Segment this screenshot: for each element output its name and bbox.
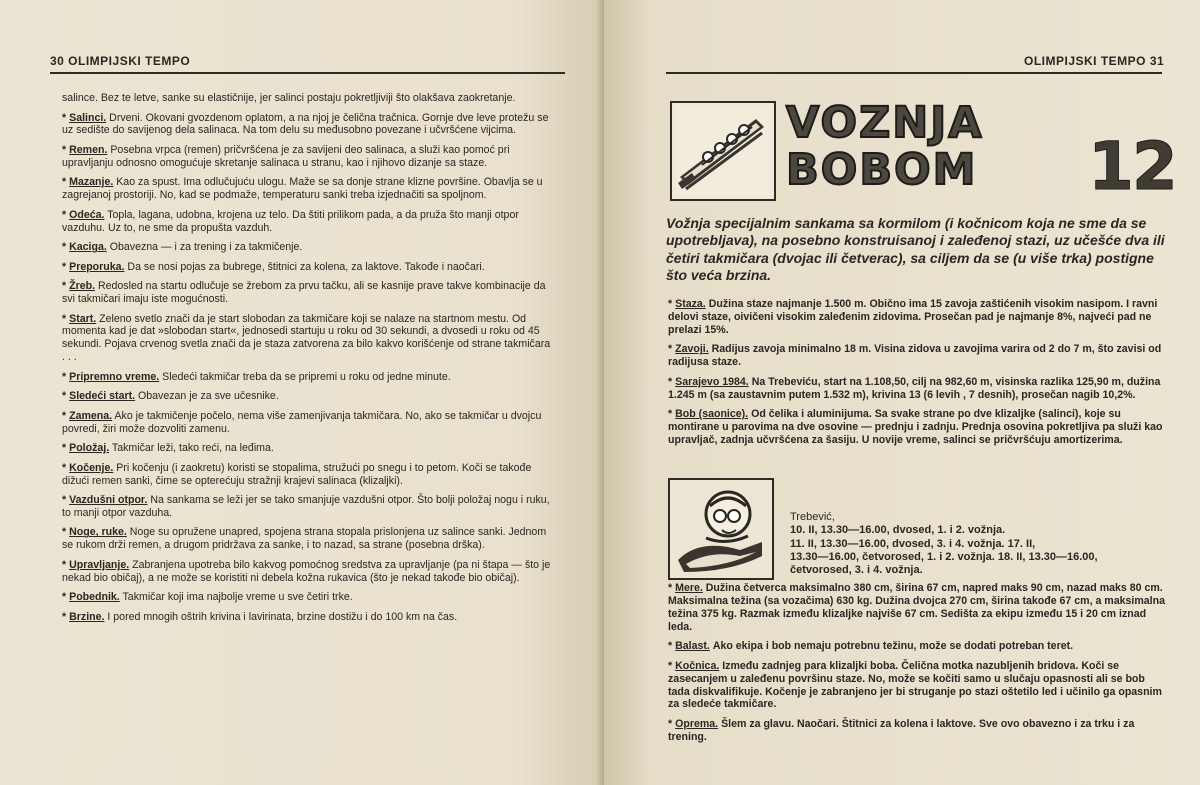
- schedule-line: 13.30—16.00, četvorosed, 1. i 2. vožnja. 18. II, 13.30—16.00,: [790, 550, 1098, 563]
- bobsled-track-icon: [672, 103, 774, 199]
- paragraph: salince. Bez te letve, sanke su elastičnije, jer salinci postaju pokretljiviji što olakšava zaokretanje.: [62, 92, 516, 104]
- schedule-line: 10. II, 13.30—16.00, dvosed, 1. i 2. vožnja.: [790, 524, 1006, 537]
- paragraph: * Bob (saonice). Od čelika i aluminijuma. Sa svake strane po dve klizaljke (salinci), koje su montirane u parovima na dve osovine — prednju i zadnju. Prednja osovina pokretljiva pa služi kao upravljač, zadnja učvršćena za šasiju. U novije vreme, salinci se pričvršćuju amortizerima.: [668, 408, 1163, 446]
- paragraph: * Odeća. Topla, lagana, udobna, krojena uz telo. Da štiti prilikom pada, a da pruža što manji otpor vazduhu. Uz to, ne sme da propušta vazduh.: [62, 208, 519, 234]
- paragraph: * Pripremno vreme. Sledeći takmičar treba da se pripremi u roku od jedne minute.: [62, 370, 451, 383]
- chapter-title-line2: BOBOM: [786, 145, 978, 195]
- right-page: [604, 0, 1200, 785]
- paragraph: * Brzine. I pored mnogih oštrih krivina i lavirinata, brzine dostižu i do 100 km na čas.: [62, 610, 458, 623]
- paragraph: * Remen. Posebna vrpca (remen) pričvršćena je za savijeni deo salinaca, a služi kao pomoć pri upravljanju odnosno omogućuje skretanje salinaca u stranu, kao i njihovo dizanje sa staze.: [62, 143, 510, 169]
- paragraph: * Oprema. Šlem za glavu. Naočari. Štitnici za kolena i laktove. Sve ovo obavezno i za trku i za trening.: [668, 717, 1135, 743]
- chapter-title: [786, 100, 984, 194]
- right-column-top: [668, 298, 1166, 453]
- intro-paragraph: Vožnja specijalnim sankama sa kormilom (i kočnicom koja ne sme da se upotrebljava), na posebno konstruisanoj i zaleđenoj stazi, uz učešće dva ili četiri takmičara (dvojac ili četverac), sa ciljem da se (u više trka) postigne što veća brzina.: [666, 215, 1165, 283]
- paragraph: * Mere. Dužina četverca maksimalno 380 cm, širina 67 cm, napred maks 90 cm, nazad maks 80 cm. Maksimalna težina (sa vozačima) 630 kg. Dužina dvojca 270 cm, širina takođe 67 cm, a maksimalna težina 375 kg. Razmak između klizaljke najviše 67 cm. Sedišta za ekipu između 15 i 20 cm iznad leda.: [668, 582, 1165, 633]
- right-page-header: OLIMPIJSKI TEMPO 31: [1024, 54, 1165, 68]
- paragraph: * Sarajevo 1984. Na Trebeviću, start na 1.108,50, cilj na 982,60 m, visinska razlika 125,90 m, dužina 1.245 m (sa zaustavnim putem 1.532 m), krivina 13 (6 levih , 7 desnih), prosečan nagib 10,2%.: [668, 375, 1161, 401]
- paragraph: * Kaciga. Obavezna — i za trening i za takmičenje.: [62, 241, 303, 254]
- right-column-bottom: [668, 582, 1166, 750]
- paragraph: * Balast. Ako ekipa i bob nemaju potrebnu težinu, može se dodati potreban teret.: [668, 640, 1074, 653]
- left-page-header: 30 OLIMPIJSKI TEMPO: [50, 54, 191, 68]
- paragraph: * Preporuka. Da se nosi pojas za bubrege, štitnici za kolena, za laktove. Takođe i naočari.: [62, 260, 485, 273]
- header-rule: [666, 72, 1162, 74]
- paragraph: * Položaj. Takmičar leži, tako reći, na leđima.: [62, 442, 274, 455]
- header-rule: [50, 72, 565, 74]
- paragraph: * Pobednik. Takmičar koji ima najbolje vreme u sve četiri trke.: [62, 591, 353, 604]
- bobsledder-icon: [670, 480, 772, 578]
- paragraph: * Žreb. Redosled na startu odlučuje se žrebom za prvu tačku, ali se kasnije prave takve kombinacije da svi takmičari imaju iste mogućnosti.: [62, 280, 546, 306]
- bobsled-logo: [670, 101, 776, 201]
- paragraph: * Vazdušni otpor. Na sankama se leži jer se tako smanjuje vazdušni otpor. Što bolji položaj nogu i ruku, to manji otpor vazduha.: [62, 494, 550, 519]
- paragraph: * Noge, ruke. Noge su opružene unapred, spojena strana stopala prislonjena uz salince sanki. Jednom se rukom drži remen, a drugom pridržava za sanke, i to nazad, sa strane (posebna drška).: [62, 526, 547, 552]
- paragraph: * Start. Zeleno svetlo znači da je start slobodan za takmičare koji se nalaze na startnom mestu. Od momenta kad je dat »slobodan start«, jednosedi startuju u roku od 30 sekundi, a dvosedi u roku od 45 sekundi. Pojava crvenog svetla znači da je staza zatvorena za bilo kakvo korišćenje od strane takmičara . . .: [62, 312, 551, 364]
- schedule-line: četvorosed, 3. i 4. vožnja.: [790, 564, 923, 577]
- paragraph: * Upravljanje. Zabranjena upotreba bilo kakvog pomoćnog sredstva za upravljanje (pa ni štapa — što je nekad bio običaj), a ne može se koristiti ni debela kožna rukavica (što je nekad takođe bio običaj).: [62, 558, 551, 584]
- paragraph: * Zamena. Ako je takmičenje počelo, nema više zamenjivanja takmičara. No, ako se takmičar u dvojcu povredi, žiri može dozvoliti zamenu.: [62, 409, 542, 435]
- schedule-venue: Trebević,: [790, 511, 835, 523]
- left-column: [62, 92, 554, 630]
- paragraph: * Staza. Dužina staze najmanje 1.500 m. Obično ima 15 zavoja zaštićenih visokim nasipom. I ravni delovi staze, oivičeni visokim zaleđenim zidovima. Prosečan pad je najmanje 8%, najveći pad ne prelazi 15%.: [668, 298, 1158, 336]
- paragraph: * Kočenje. Pri kočenju (i zaokretu) koristi se stopalima, stružući po snegu i to petom. Koči se takođe dižući remen sanki, čime se opterećuju stražnji krajevi salinaca (klizaljki).: [62, 461, 532, 487]
- schedule-line: 11. II, 13.30—16.00, dvosed, 3. i 4. vožnja. 17. II,: [790, 537, 1036, 550]
- paragraph: * Sledeći start. Obavezan je za sve učesnike.: [62, 390, 279, 403]
- paragraph: * Mazanje. Kao za spust. Ima odlučujuću ulogu. Maže se sa donje strane klizne površine. Obavlja se u zagrejanoj prostoriji. No, kad se podmaže, temperaturu sanki treba izjednačiti sa spoljnom.: [62, 176, 543, 202]
- bobsledder-illustration: [668, 478, 774, 580]
- chapter-number: 12: [1088, 128, 1176, 205]
- chapter-title-line1: VOZNJA: [786, 98, 984, 148]
- paragraph: * Salinci. Drveni. Okovani gvozdenom oplatom, a na njoj je čelična tračnica. Gornje dve leve protežu se uz sedište do savijenog dela salinaca. Na tom delu su međusobno povezane i učvršćene vijcima.: [62, 111, 549, 137]
- paragraph: * Kočnica. Između zadnjeg para klizaljki boba. Čelična motka nazubljenih bridova. Koči se zasecanjem u zaleđenu površinu staze. No, može se kočiti samo u slučaju opasnosti ali se bob tada diskvalifikuje. Kočenje je zabranjeno jer bi struganje po stazi oštetilo led i učinilo ga opasnim za sledeće takmičare.: [668, 659, 1162, 711]
- event-schedule: [790, 511, 1166, 577]
- paragraph: * Zavoji. Radijus zavoja minimalno 18 m. Visina zidova u zavojima varira od 2 do 7 m, što zavisi od radijusa staze.: [668, 343, 1162, 369]
